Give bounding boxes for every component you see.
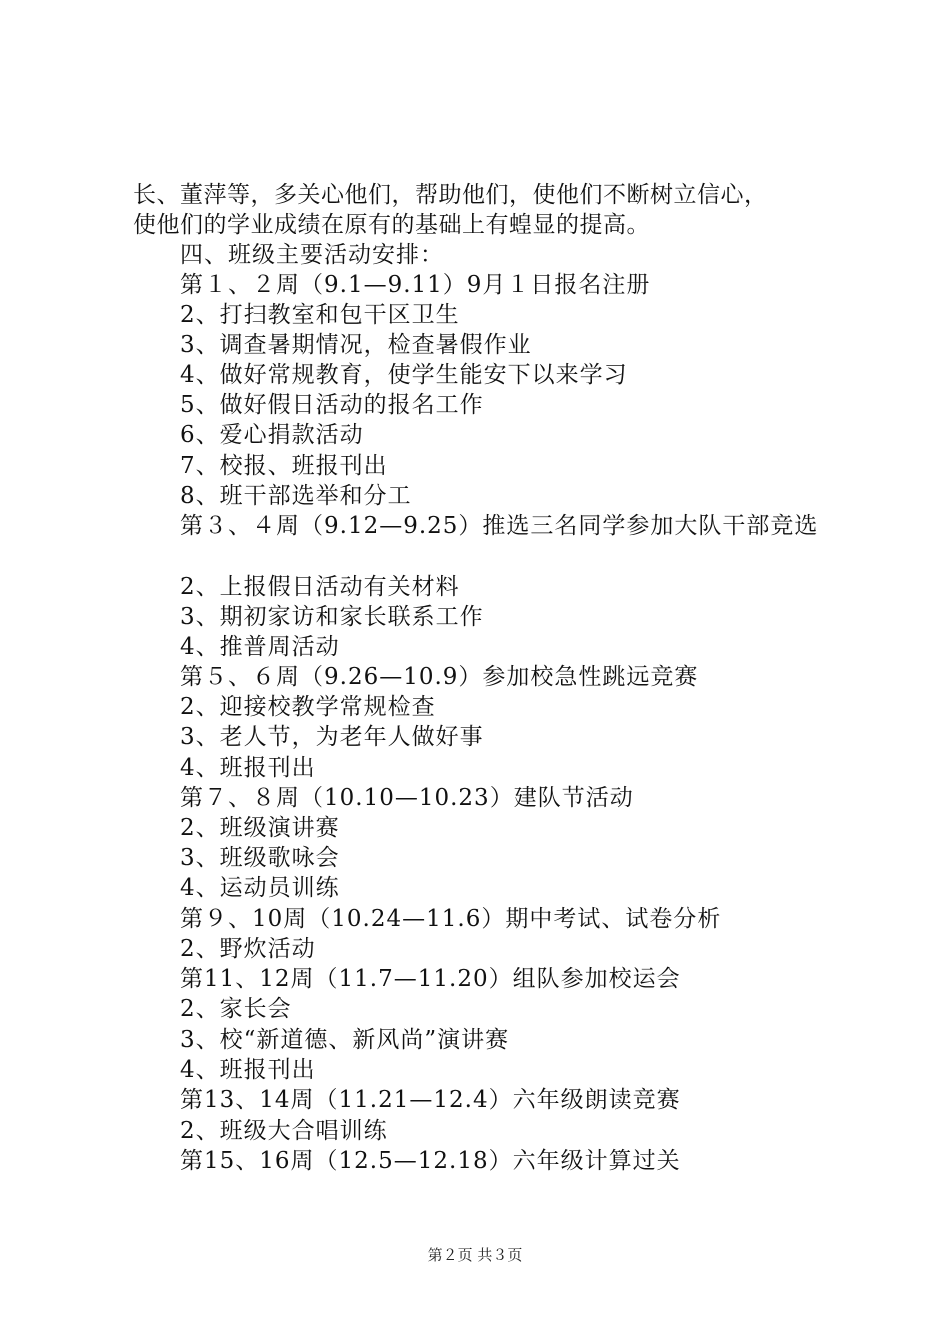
schedule-line: 2、野炊活动 <box>180 936 316 962</box>
schedule-line: 2、班级演讲赛 <box>180 815 340 841</box>
schedule-line: 第１、２周（9.1—9.11）9月１日报名注册 <box>180 272 651 298</box>
schedule-line: 5、做好假日活动的报名工作 <box>180 392 484 418</box>
schedule-line: 第11、12周（11.7—11.20）组队参加校运会 <box>180 966 681 992</box>
intro-line-2: 使他们的学业成绩在原有的基础上有蝗显的提高。 <box>133 212 650 238</box>
schedule-line: 第７、８周（10.10—10.23）建队节活动 <box>180 785 634 811</box>
page-footer: 第２页 共３页 <box>427 1246 523 1264</box>
section-heading: 四、班级主要活动安排： <box>180 242 444 268</box>
schedule-line: 4、做好常规教育，使学生能安下以来学习 <box>180 362 628 388</box>
schedule-line: 第５、６周（9.26—10.9）参加校急性跳远竞赛 <box>180 664 699 690</box>
schedule-line: 2、班级大合唱训练 <box>180 1118 388 1144</box>
schedule-line: 3、调查暑期情况，检查暑假作业 <box>180 332 532 358</box>
schedule-line: 3、校“新道德、新风尚”演讲赛 <box>180 1027 510 1053</box>
schedule-line: 第３、４周（9.12—9.25）推选三名同学参加大队干部竞选 <box>180 513 819 539</box>
schedule-line: 2、上报假日活动有关材料 <box>180 574 460 600</box>
schedule-line: 第13、14周（11.21—12.4）六年级朗读竞赛 <box>180 1087 681 1113</box>
schedule-line: 4、班报刊出 <box>180 755 316 781</box>
schedule-line: 2、迎接校教学常规检查 <box>180 694 436 720</box>
schedule-line: 3、班级歌咏会 <box>180 845 340 871</box>
intro-line-1: 长、董萍等，多关心他们，帮助他们，使他们不断树立信心， <box>133 182 768 208</box>
schedule-line: 4、班报刊出 <box>180 1057 316 1083</box>
schedule-line: 第15、16周（12.5—12.18）六年级计算过关 <box>180 1148 681 1174</box>
schedule-line: 4、运动员训练 <box>180 875 340 901</box>
schedule-line: 6、爱心捐款活动 <box>180 422 364 448</box>
schedule-line: 3、老人节，为老年人做好事 <box>180 724 484 750</box>
schedule-line: 8、班干部选举和分工 <box>180 483 412 509</box>
schedule-line: 4、推普周活动 <box>180 634 340 660</box>
schedule-line: 7、校报、班报刊出 <box>180 453 388 479</box>
schedule-line: 第９、10周（10.24—11.6）期中考试、试卷分析 <box>180 906 722 932</box>
schedule-line: 2、打扫教室和包干区卫生 <box>180 302 460 328</box>
schedule-line: 2、家长会 <box>180 996 292 1022</box>
schedule-line: 3、期初家访和家长联系工作 <box>180 604 484 630</box>
